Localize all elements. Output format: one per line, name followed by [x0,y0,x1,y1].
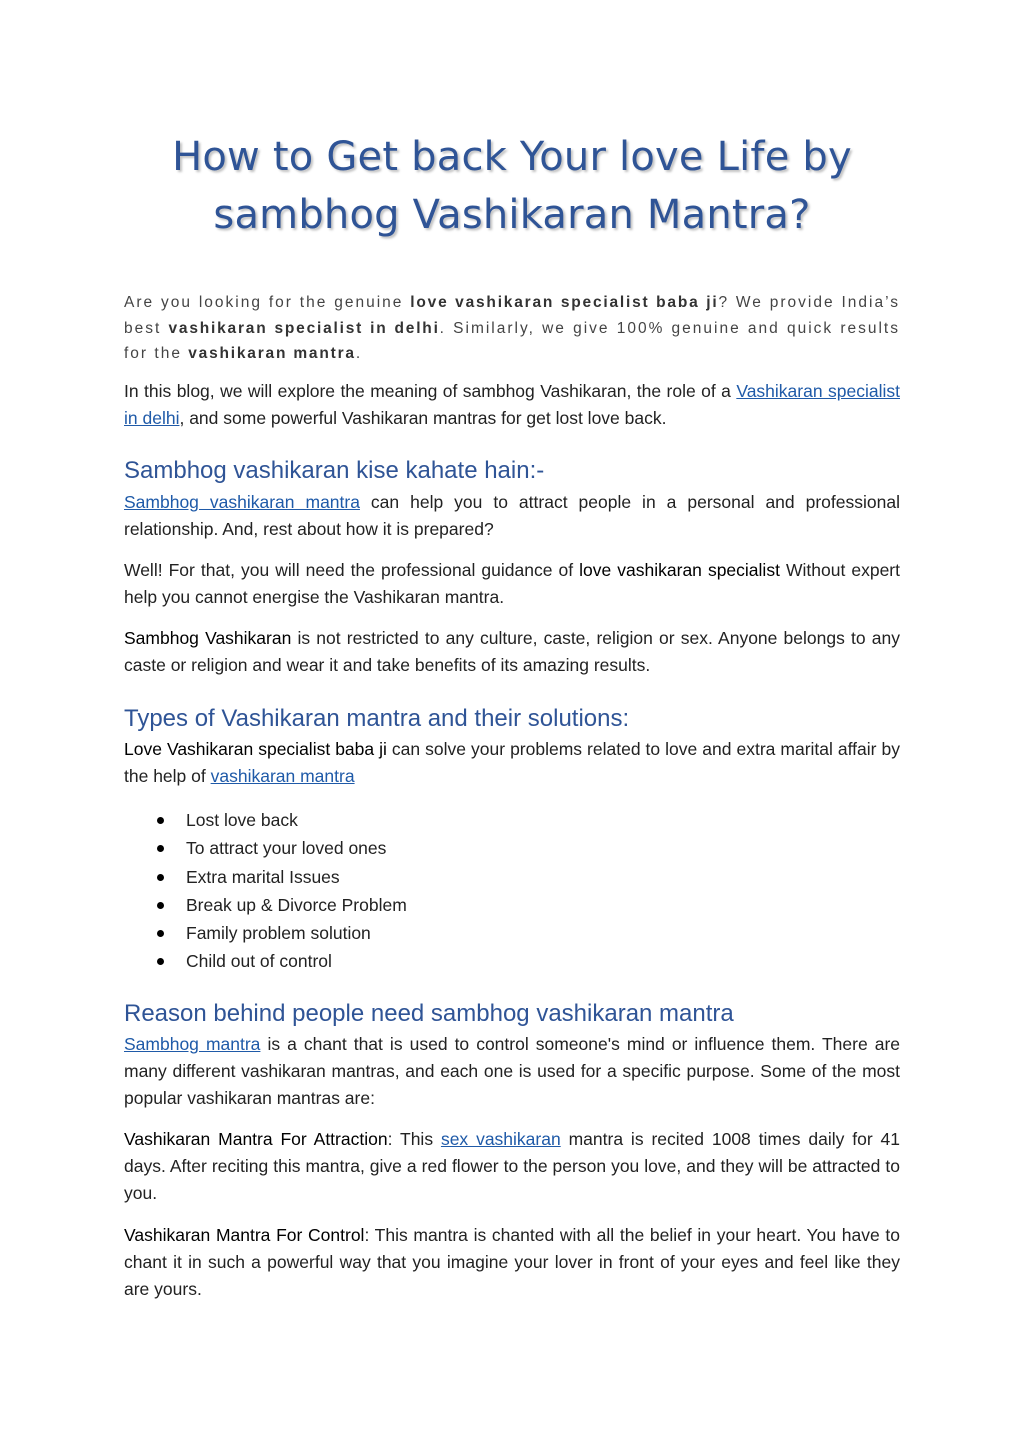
section1-paragraph-3 [124,625,900,679]
list-item-label: Extra marital Issues [186,866,340,887]
bullet-icon [157,930,164,937]
intro-bold-1: love vashikaran specialist baba ji [410,294,719,311]
section3-p3-text: : This mantra is chanted with all the belief in your heart. You have to chant it in such a powerful way that you imagine your lover in front of your eyes and feel like they are yours. [124,1225,900,1299]
intro-text-4: . [355,345,363,362]
blog-text-2: , and some powerful Vashikaran mantras for get lost love back. [179,408,667,428]
sambhog-vashikaran-mantra-link[interactable]: Sambhog vashikaran mantra [124,492,360,512]
section1-p2-text-2: Without expert help you cannot energise the Vashikaran mantra. [124,560,900,607]
bullet-icon [157,902,164,909]
list-item-label: Family problem solution [186,923,371,944]
list-item-label: Break up & Divorce Problem [186,894,407,915]
section2-p1-text: can solve your problems related to love and extra marital affair by the help of [124,739,900,786]
intro-bold-2: vashikaran specialist in delhi [168,319,440,337]
section3-p3-emphasis: Vashikaran Mantra For Control [124,1225,365,1245]
section1-heading: Sambhog vashikaran kise kahate hain:- [124,457,545,484]
section3-p2-text-2: mantra is recited 1008 times daily for 41 days. After reciting this mantra, give a red flower to the person you love, and they will be attracted to you. [124,1129,900,1203]
section3-paragraph-2 [124,1126,900,1207]
section1-p1-text: can help you to attract people in a personal and professional relationship. And, rest about how it is prepared? [124,492,900,539]
section3-paragraph-1 [124,1031,900,1112]
sex-vashikaran-link[interactable]: sex vashikaran [440,1129,561,1149]
vashikaran-specialist-link[interactable]: Vashikaran specialist in delhi [124,381,900,428]
section1-p3-emphasis: Sambhog Vashikaran [124,628,292,648]
list-item-label: Child out of control [186,951,332,972]
page-title: How to Get back Your love Life by sambhog Vashikaran Mantra? [172,134,852,238]
section3-p2-text-1: : This [387,1129,441,1149]
section1-p2-emphasis: love vashikaran specialist [579,560,780,580]
bullet-icon [157,817,164,824]
sambhog-mantra-link[interactable]: Sambhog mantra [124,1034,261,1054]
list-item-label: Lost love back [186,810,298,830]
list-item [124,834,407,862]
intro-bold-3: vashikaran mantra [188,345,356,362]
section1-p2-text-1: Well! For that, you will need the professional guidance of [124,560,580,580]
bullet-icon [157,958,164,965]
section2-p1-emphasis: Love Vashikaran specialist baba ji [124,739,387,759]
section3-p1-text: is a chant that is used to control someone's mind or influence them. There are many different vashikaran mantras, and each one is used for a specific purpose. Some of the most popular vashikaran mantras are: [124,1034,901,1108]
bullet-icon [157,845,164,852]
list-item [124,919,407,947]
list-item [124,806,407,834]
list-item [124,891,407,919]
intro-text-2: ? We provide India’s best [124,294,901,337]
section2-paragraph-1 [124,736,900,790]
list-item [124,863,407,891]
section3-heading: Reason behind people need sambhog vashikaran mantra [124,1000,734,1027]
bullet-icon [157,874,164,881]
section3-p2-emphasis: Vashikaran Mantra For Attraction [124,1129,388,1149]
list-item [124,947,407,975]
intro-text-1: Are you looking for the genuine [124,294,411,311]
section1-paragraph-2 [124,557,900,611]
section3-paragraph-3 [124,1222,900,1303]
section1-p3-text: is not restricted to any culture, caste, religion or sex. Anyone belongs to any caste or religion and wear it and take benefits of its amazing results. [124,628,900,675]
intro-text-3: . Similarly, we give 100% genuine and quick results for the [124,319,900,362]
section2-heading: Types of Vashikaran mantra and their solutions: [124,705,630,732]
blog-paragraph [124,378,900,432]
blog-text-1: In this blog, we will explore the meaning of sambhog Vashikaran, the role of a [124,381,737,401]
list-item-label: To attract your loved ones [186,838,387,859]
vashikaran-mantra-link[interactable]: vashikaran mantra [210,766,355,786]
intro-paragraph [124,290,900,367]
solutions-list [124,806,407,976]
section1-paragraph-1 [124,489,900,543]
